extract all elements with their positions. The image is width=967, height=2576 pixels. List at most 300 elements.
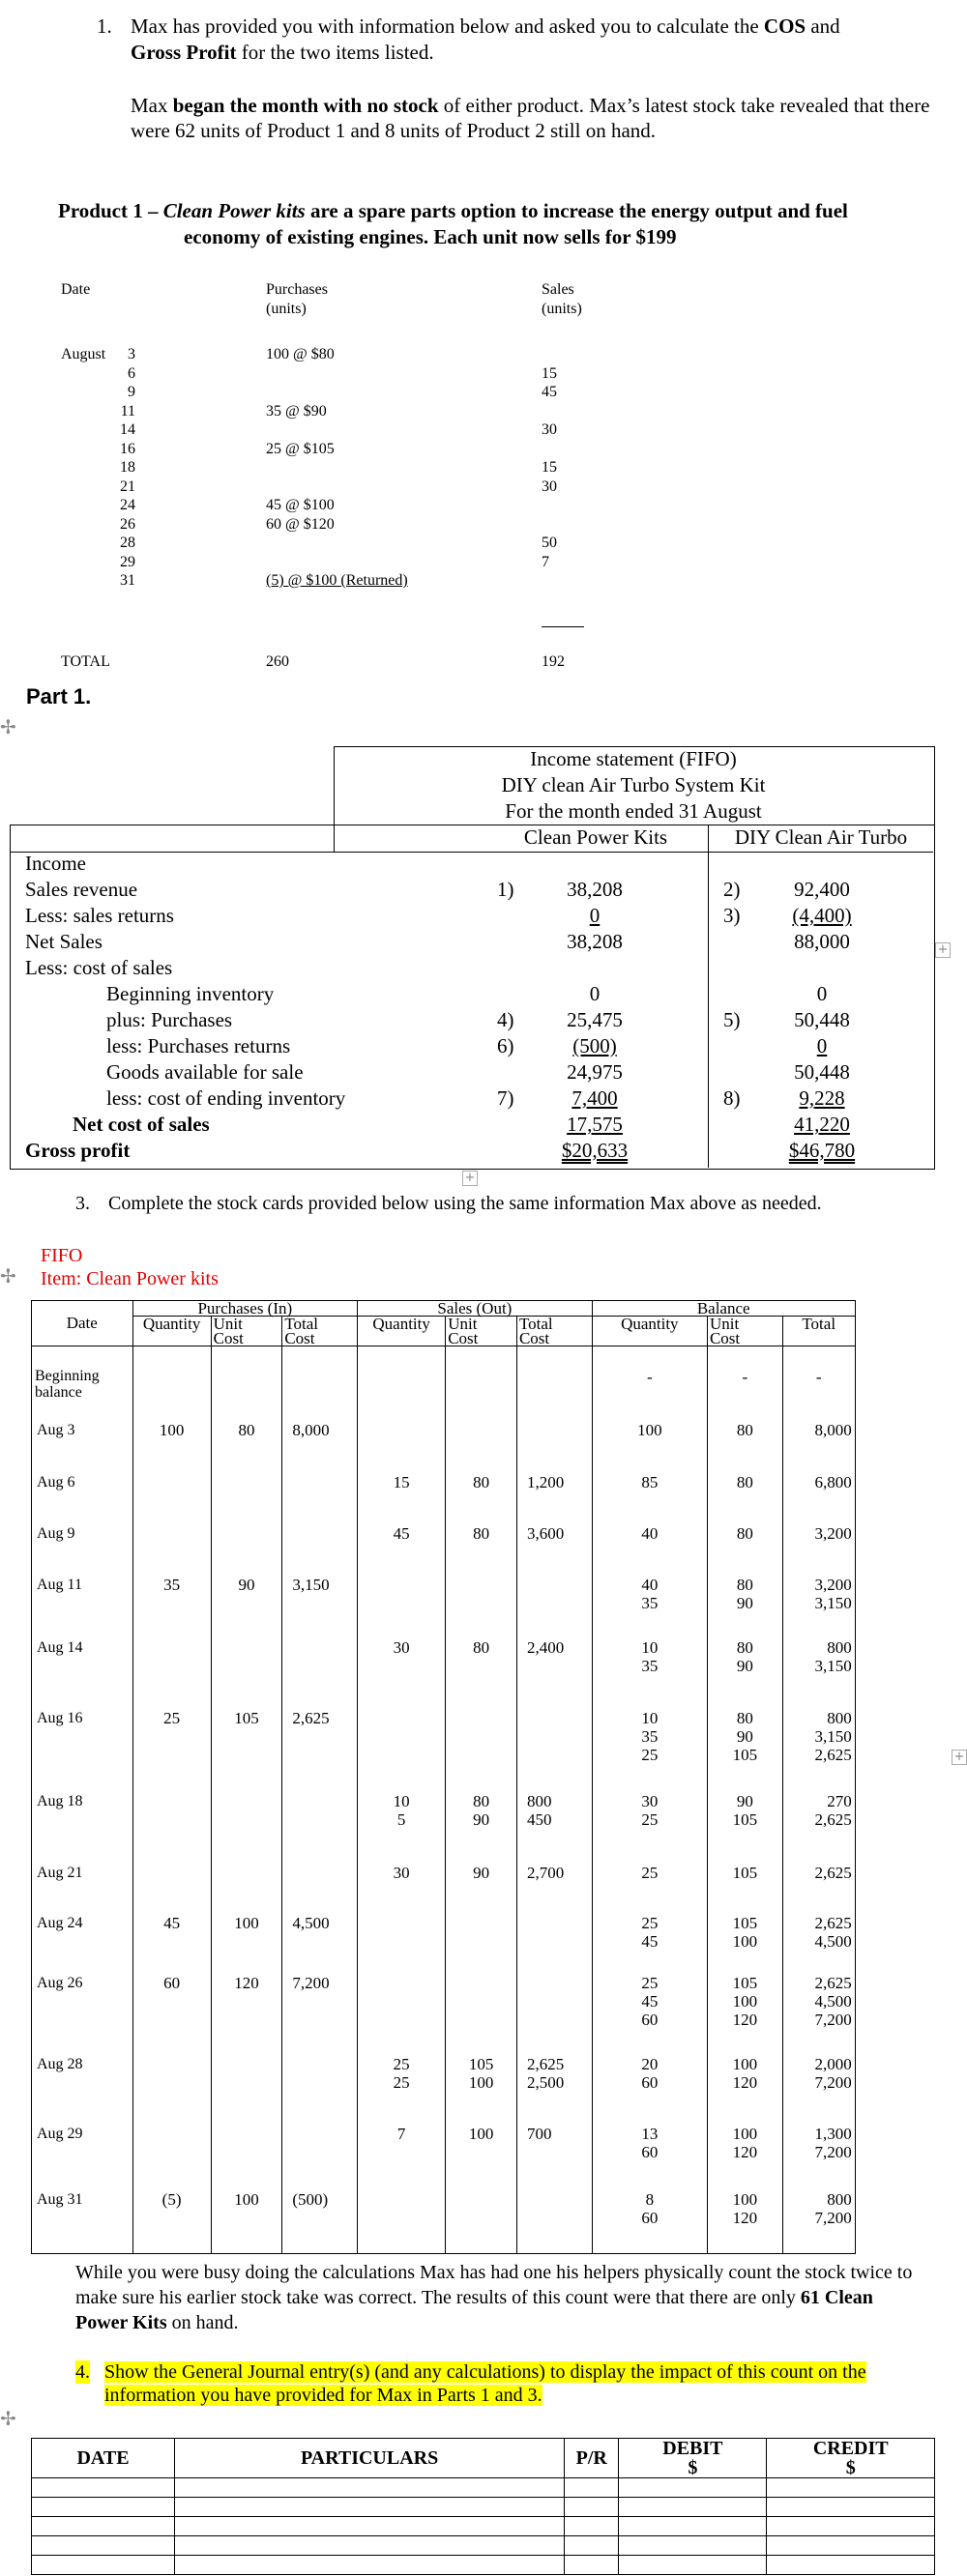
journal-pr-header: P/R	[565, 2439, 619, 2478]
is-divider	[708, 825, 709, 1168]
header-cost: Cost	[211, 1331, 282, 1346]
journal-cell[interactable]	[767, 2478, 935, 2498]
stock-cell-bu: 105 100	[707, 1914, 782, 1974]
stock-row	[32, 1864, 952, 1914]
journal-cell[interactable]	[767, 2517, 935, 2536]
journal-debit-header: DEBIT	[619, 2439, 767, 2459]
header-date: Date	[32, 1301, 133, 1346]
header-sales-label: Sales	[542, 281, 574, 298]
header-quantity: Quantity	[132, 1317, 211, 1346]
stock-cell-bt: 6,800	[782, 1473, 855, 1524]
note-post: on hand.	[166, 2312, 239, 2333]
is-note: 8)	[723, 1086, 741, 1110]
stock-cell-pu: 90	[211, 1576, 282, 1638]
journal-cell[interactable]	[565, 2517, 619, 2536]
stock-cell-bq: 40 35	[592, 1576, 707, 1638]
purchase-cell: 60 @ $120	[266, 515, 335, 533]
stock-cell-pq: 35	[132, 1576, 211, 1638]
is-value	[769, 903, 875, 929]
stock-date: Aug 31	[32, 2190, 133, 2254]
stock-cell-sq	[358, 1974, 446, 2055]
stock-cell-pu	[211, 1473, 282, 1524]
day-cell: 24	[120, 497, 135, 513]
sales-cell: 7	[542, 553, 549, 570]
header-sales	[542, 280, 582, 319]
stock-cell	[516, 1346, 592, 1422]
beginning-label-line: balance	[35, 1384, 82, 1401]
stock-cell-bt: 800 3,150 2,625	[782, 1709, 855, 1792]
is-value: 38,208	[567, 878, 623, 901]
add-column-plus-icon[interactable]: +	[935, 942, 951, 958]
stock-cell-pq: 45	[132, 1914, 211, 1974]
day-cell: 16	[120, 440, 135, 457]
total-purchases: 260	[266, 653, 289, 670]
is-note: 5)	[723, 1008, 741, 1031]
is-note: 6)	[497, 1034, 514, 1057]
note-pre: While you were busy doing the calculations Max has had one his helpers physically count the stock twice to make sure his earlier stock take was correct. The results of this count were that there are only	[75, 2262, 913, 2308]
title-rest: are a spare parts option to increase the energy output and fuel	[305, 199, 848, 222]
stock-cell-su: 80	[446, 1638, 517, 1709]
product-1-title	[58, 198, 962, 250]
is-divider	[334, 825, 335, 852]
sales-total-rule	[542, 626, 584, 627]
stock-cell-bq: 20 60	[592, 2055, 707, 2125]
stock-cell-bq: 25 45	[592, 1914, 707, 1974]
stock-cell-bu: 80	[707, 1473, 782, 1524]
stock-cell-st: 2,400	[516, 1638, 592, 1709]
stock-date: Aug 26	[32, 1974, 133, 2055]
stock-cell-bq: 85	[592, 1473, 707, 1524]
is-value-text: $46,780	[788, 1139, 856, 1162]
purchase-cell	[266, 458, 408, 478]
header-total: Total	[782, 1317, 855, 1332]
purchase-cell: 25 @ $105	[266, 440, 335, 457]
stock-cell-bq: 25	[592, 1864, 707, 1914]
total-label: TOTAL	[61, 653, 110, 670]
question-number: 4.	[75, 2361, 90, 2383]
para-pre: Max	[131, 94, 173, 117]
is-note: 3)	[723, 904, 741, 927]
header-quantity: Quantity	[592, 1317, 707, 1346]
stock-cell-bt: 2,000 7,200	[782, 2055, 855, 2125]
is-value	[769, 1112, 875, 1138]
stock-cell-su: 80	[446, 1524, 517, 1576]
is-less-returns: Less: sales returns	[25, 904, 174, 927]
stock-cell-bq: 13 60	[592, 2125, 707, 2190]
is-value	[542, 1138, 648, 1164]
stock-cell-pq	[132, 1638, 211, 1709]
is-value-text: 41,220	[794, 1113, 850, 1136]
journal-row[interactable]	[32, 2517, 935, 2536]
sales-cell	[542, 345, 557, 364]
stock-cell-pt	[282, 1792, 358, 1864]
total-sales: 192	[542, 653, 565, 670]
stock-cell-pq	[132, 1792, 211, 1864]
purchase-cell	[266, 383, 408, 402]
stock-cell-bq: 10 35 25	[592, 1709, 707, 1792]
journal-cell[interactable]	[32, 2536, 175, 2556]
is-value	[542, 903, 648, 929]
header-sales-units: (units)	[542, 301, 582, 317]
stock-count-note	[75, 2260, 926, 2335]
stock-cell-su: 105 100	[446, 2055, 517, 2125]
balance-dash: -	[707, 1346, 782, 1422]
header-cost: Cost	[446, 1331, 517, 1346]
journal-cell[interactable]	[175, 2498, 565, 2517]
is-value: 25,475	[567, 1008, 623, 1031]
question-4-text	[104, 2360, 907, 2407]
item-label: Item: Clean Power kits	[41, 1268, 219, 1289]
title-line2: economy of existing engines. Each unit now sells for $199	[184, 225, 677, 248]
table-move-handle-icon[interactable]: ✢	[0, 2407, 16, 2430]
journal-cell[interactable]	[767, 2498, 935, 2517]
stock-row	[32, 2190, 952, 2254]
header-unit: Unit	[211, 1317, 282, 1332]
journal-cell[interactable]	[175, 2517, 565, 2536]
stock-cell	[211, 1346, 282, 1422]
is-divider	[10, 852, 933, 853]
sales-column	[542, 345, 557, 591]
journal-row[interactable]	[32, 2478, 935, 2498]
q1-text-end: for the two items listed.	[236, 41, 434, 64]
stock-date: Aug 24	[32, 1914, 133, 1974]
stock-cell-su	[446, 1974, 517, 2055]
journal-cell[interactable]	[767, 2536, 935, 2556]
stock-cell-st	[516, 1576, 592, 1638]
sales-cell: 15	[542, 364, 557, 382]
is-net-sales: Net Sales	[25, 930, 103, 953]
is-value: 24,975	[567, 1060, 623, 1084]
stock-cell-st	[516, 1709, 592, 1792]
sales-cell: 15	[542, 459, 557, 476]
journal-cell[interactable]	[32, 2556, 175, 2575]
stock-row	[32, 1638, 952, 1709]
journal-cell[interactable]	[619, 2556, 767, 2575]
is-value-text: 9,228	[799, 1086, 845, 1110]
journal-particulars-header: PARTICULARS	[175, 2439, 565, 2478]
header-total: Total	[516, 1317, 592, 1332]
journal-cell[interactable]	[32, 2478, 175, 2498]
journal-cell[interactable]	[565, 2536, 619, 2556]
stock-cell-sq	[358, 1576, 446, 1638]
day-cell: 18	[120, 459, 135, 476]
stock-date: Aug 18	[32, 1792, 133, 1864]
is-value	[542, 1085, 648, 1112]
stock-cell	[358, 1346, 446, 1422]
stock-cell-bu: 100 120	[707, 2190, 782, 2254]
stock-cell-bt: 3,200	[782, 1524, 855, 1576]
header-date: Date	[61, 281, 91, 298]
stock-cell-bu: 90 105	[707, 1792, 782, 1864]
stock-cell-pq	[132, 1864, 211, 1914]
stock-cell-pt: (500)	[282, 2190, 358, 2254]
stock-date: Aug 29	[32, 2125, 133, 2190]
is-note: 4)	[497, 1008, 514, 1031]
question-number: 1.	[97, 14, 112, 38]
stock-cell-pu: 100	[211, 1914, 282, 1974]
stock-card-table	[31, 1300, 952, 2254]
is-value-text: (4,400)	[792, 904, 852, 927]
stock-cell-pu	[211, 1792, 282, 1864]
stock-row	[32, 2055, 952, 2125]
stock-cell-st: 700	[516, 2125, 592, 2190]
stock-cell-sq: 30	[358, 1864, 446, 1914]
journal-cell[interactable]	[175, 2478, 565, 2498]
stock-cell-pq	[132, 1473, 211, 1524]
stock-date: Aug 3	[32, 1421, 133, 1473]
stock-cell-bu: 100 120	[707, 2125, 782, 2190]
stock-cell-su: 80 90	[446, 1792, 517, 1864]
stock-cell-pq	[132, 2125, 211, 2190]
stock-row	[32, 1974, 952, 2055]
stock-cell-pu	[211, 1864, 282, 1914]
is-value	[769, 1085, 875, 1112]
sales-cell: 30	[542, 421, 557, 438]
q1-cos: COS	[763, 14, 806, 38]
q1-text-part: Max has provided you with information below and asked you to calculate the	[131, 14, 764, 38]
is-value	[542, 1033, 648, 1059]
is-value: 0	[589, 982, 601, 1005]
note-bold: 61 Clean Power Kits	[75, 2287, 873, 2333]
stock-row	[32, 1792, 952, 1864]
stock-cell-su: 90	[446, 1864, 517, 1914]
stock-cell-pu: 105	[211, 1709, 282, 1792]
is-net-cos: Net cost of sales	[73, 1113, 210, 1136]
is-value: 92,400	[794, 878, 850, 901]
sales-cell: 30	[542, 478, 557, 495]
stock-cell-bu: 100 120	[707, 2055, 782, 2125]
stock-cell-bt: 3,200 3,150	[782, 1576, 855, 1638]
is-sales-revenue: Sales revenue	[25, 878, 138, 901]
day-cell: 3	[128, 346, 135, 362]
header-cost: Cost	[516, 1331, 592, 1346]
table-move-handle-icon[interactable]: ✢	[0, 715, 16, 738]
is-value: 38,208	[567, 930, 623, 953]
journal-cell[interactable]	[767, 2556, 935, 2575]
header-sales: Sales (Out)	[358, 1301, 593, 1317]
stock-cell	[132, 1346, 211, 1422]
journal-cell[interactable]	[565, 2498, 619, 2517]
journal-credit-header: CREDIT	[767, 2439, 935, 2459]
stock-cell-sq: 45	[358, 1524, 446, 1576]
stock-cell-sq	[358, 1421, 446, 1473]
header-cost: Cost	[707, 1331, 782, 1346]
stock-cell-pt: 7,200	[282, 1974, 358, 2055]
stock-cell-sq: 15	[358, 1473, 446, 1524]
day-cell: 21	[120, 478, 135, 495]
sales-cell: 45	[542, 384, 557, 400]
stock-cell-bt: 800 3,150	[782, 1638, 855, 1709]
stock-cell-sq	[358, 1709, 446, 1792]
stock-cell-pt	[282, 1473, 358, 1524]
journal-credit-dollar: $	[767, 2458, 935, 2478]
days-column	[116, 345, 135, 591]
stock-cell-su	[446, 1576, 517, 1638]
stock-cell-bq: 100	[592, 1421, 707, 1473]
day-cell: 14	[120, 421, 135, 438]
stock-cell-bt: 1,300 7,200	[782, 2125, 855, 2190]
stock-cell-sq	[358, 1914, 446, 1974]
stock-cell-st: 2,625 2,500	[516, 2055, 592, 2125]
stock-cell-bu: 80	[707, 1421, 782, 1473]
stock-cell-st	[516, 2190, 592, 2254]
is-value-text: 17,575	[567, 1113, 623, 1136]
sales-cell	[542, 496, 557, 515]
header-purchases	[266, 280, 328, 319]
stock-cell-pu: 100	[211, 2190, 282, 2254]
journal-cell[interactable]	[175, 2536, 565, 2556]
is-plus-purch: plus: Purchases	[106, 1008, 233, 1031]
journal-cell[interactable]	[619, 2536, 767, 2556]
balance-dash: -	[782, 1346, 855, 1422]
purchases-column	[266, 345, 408, 591]
is-col1-header: Clean Power Kits	[523, 825, 668, 849]
journal-cell[interactable]	[175, 2556, 565, 2575]
stock-row	[32, 1576, 952, 1638]
purchase-cell: 45 @ $100	[266, 497, 335, 513]
stock-date: Aug 6	[32, 1473, 133, 1524]
sales-cell: 50	[542, 535, 557, 551]
stock-date: Aug 21	[32, 1864, 133, 1914]
journal-cell[interactable]	[565, 2556, 619, 2575]
is-less-purch-ret: less: Purchases returns	[106, 1034, 291, 1057]
is-less-end-inv: less: cost of ending inventory	[106, 1086, 346, 1110]
stock-date: Aug 11	[32, 1576, 133, 1638]
header-purchases-label: Purchases	[266, 281, 328, 298]
stock-row	[32, 1914, 952, 1974]
journal-date-header: DATE	[32, 2439, 175, 2478]
day-cell: 6	[128, 364, 135, 382]
question-4-highlighted: Show the General Journal entry(s) (and any calculations) to display the impact of this count on the information you have provided for Max in Parts 1 and 3.	[104, 2361, 866, 2406]
purchase-cell	[266, 420, 408, 440]
header-balance: Balance	[592, 1301, 855, 1317]
sales-cell	[542, 515, 557, 535]
is-title3: For the month ended 31 August	[505, 799, 762, 823]
purchase-cell: (5) @ $100 (Returned)	[266, 572, 408, 589]
stock-cell-su	[446, 2190, 517, 2254]
fifo-text: FIFO	[41, 1245, 83, 1266]
stock-cell-pu	[211, 1524, 282, 1576]
stock-cell-pq	[132, 2055, 211, 2125]
add-column-plus-icon[interactable]: +	[952, 1750, 967, 1765]
purchase-cell: 100 @ $80	[266, 346, 335, 362]
stock-cell-pt: 4,500	[282, 1914, 358, 1974]
beginning-balance-label	[32, 1346, 133, 1422]
stock-cell-st: 800 450	[516, 1792, 592, 1864]
day-cell: 26	[120, 515, 135, 533]
purchase-cell	[266, 478, 408, 497]
stock-cell-su: 100	[446, 2125, 517, 2190]
question-1-text	[131, 14, 952, 66]
purchase-cell	[266, 534, 408, 553]
stock-cell-sq: 30	[358, 1638, 446, 1709]
header-unit: Unit	[446, 1317, 517, 1332]
part-1-label: Part 1.	[26, 684, 92, 709]
is-note: 7)	[497, 1086, 514, 1110]
is-value	[542, 1112, 648, 1138]
stock-cell-bq: 8 60	[592, 2190, 707, 2254]
journal-row[interactable]	[32, 2556, 935, 2575]
journal-cell[interactable]	[619, 2517, 767, 2536]
day-cell: 28	[120, 535, 135, 551]
stock-cell-pq: 60	[132, 1974, 211, 2055]
stock-cell-su: 80	[446, 1473, 517, 1524]
stock-cell-bu: 80	[707, 1524, 782, 1576]
journal-cell[interactable]	[32, 2498, 175, 2517]
stock-date: Aug 9	[32, 1524, 133, 1576]
month-label: August	[61, 346, 106, 362]
stock-cell	[446, 1346, 517, 1422]
title-italic: Clean Power kits	[162, 199, 306, 222]
header-total: Total	[282, 1317, 358, 1332]
is-value: 50,448	[794, 1008, 850, 1031]
stock-date: Aug 14	[32, 1638, 133, 1709]
stock-cell-pt: 2,625	[282, 1709, 358, 1792]
stock-cell-bt: 270 2,625	[782, 1792, 855, 1864]
header-cost: Cost	[282, 1331, 358, 1346]
header-quantity: Quantity	[358, 1317, 446, 1346]
stock-cell-pq	[132, 1524, 211, 1576]
add-row-plus-icon[interactable]: +	[462, 1171, 478, 1186]
stock-cell-pu: 80	[211, 1421, 282, 1473]
is-value	[769, 1033, 875, 1059]
journal-cell[interactable]	[32, 2517, 175, 2536]
stock-cell-pq: 100	[132, 1421, 211, 1473]
is-title2: DIY clean Air Turbo System Kit	[501, 773, 766, 796]
stock-cell-pt	[282, 2055, 358, 2125]
stock-date: Aug 28	[32, 2055, 133, 2125]
is-beg-inv: Beginning inventory	[106, 982, 275, 1005]
journal-cell[interactable]	[619, 2478, 767, 2498]
journal-row[interactable]	[32, 2498, 935, 2517]
stock-cell-bq: 40	[592, 1524, 707, 1576]
is-value: 50,448	[794, 1060, 850, 1084]
stock-cell-pt	[282, 1638, 358, 1709]
purchase-cell	[266, 553, 408, 572]
stock-cell-st	[516, 1421, 592, 1473]
stock-row	[32, 2125, 952, 2190]
stock-cell-bt: 2,625 4,500	[782, 1914, 855, 1974]
journal-cell[interactable]	[619, 2498, 767, 2517]
day-cell: 9	[128, 384, 135, 400]
is-goods-avail: Goods available for sale	[106, 1060, 304, 1084]
is-value: 0	[816, 982, 828, 1005]
stock-cell-st: 3,600	[516, 1524, 592, 1576]
is-value-text: 0	[816, 1034, 828, 1057]
question-number: 3.	[75, 1193, 90, 1214]
journal-cell[interactable]	[565, 2478, 619, 2498]
stock-cell-su	[446, 1709, 517, 1792]
stock-card-grid	[31, 1300, 952, 2254]
purchase-cell: 35 @ $90	[266, 402, 327, 420]
stock-row	[32, 1524, 952, 1576]
stock-cell-pt: 8,000	[282, 1421, 358, 1473]
balance-dash: -	[592, 1346, 707, 1422]
journal-row[interactable]	[32, 2536, 935, 2556]
purchase-cell	[266, 364, 408, 384]
day-cell: 29	[120, 553, 135, 570]
stock-cell-st	[516, 1914, 592, 1974]
general-journal-table	[31, 2438, 935, 2575]
is-title1: Income statement (FIFO)	[530, 747, 737, 770]
is-col2-header: DIY Clean Air Turbo	[734, 825, 908, 849]
stock-cell-bt: 2,625	[782, 1864, 855, 1914]
table-move-handle-icon[interactable]: ✢	[0, 1264, 16, 1288]
sales-cell	[542, 571, 557, 591]
is-value	[769, 1138, 875, 1164]
stock-cell-su	[446, 1914, 517, 1974]
q1-gross-profit: Gross Profit	[131, 41, 237, 64]
